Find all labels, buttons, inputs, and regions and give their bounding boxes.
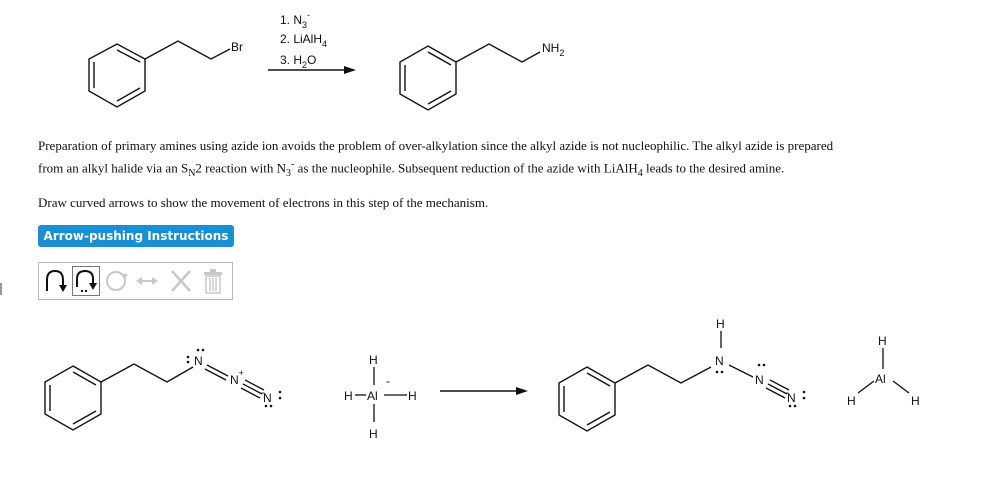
drawing-toolbar bbox=[38, 262, 233, 300]
delete-x-icon[interactable] bbox=[167, 266, 195, 296]
alh4-charge: - bbox=[386, 374, 390, 388]
instruction-text: Draw curved arrows to show the movement of electrons in this step of the mechanism. bbox=[38, 195, 489, 210]
alh4-h-top[interactable]: H bbox=[369, 353, 378, 367]
alh4-al[interactable]: Al bbox=[367, 389, 378, 403]
starting-benzene-ring bbox=[89, 41, 230, 107]
reagent-1: 1. $N_3^-$ bbox=[280, 10, 311, 30]
left-edge-marker bbox=[0, 283, 2, 295]
mechanism-canvas bbox=[0, 305, 993, 501]
intermediate-h[interactable]: H bbox=[716, 317, 725, 331]
electron-pair-arrow-icon[interactable] bbox=[72, 266, 100, 296]
azide-n3[interactable]: N bbox=[263, 391, 272, 405]
alh3-h-top[interactable]: H bbox=[878, 334, 887, 348]
right-intermediate[interactable] bbox=[715, 317, 805, 407]
left-azide[interactable] bbox=[187, 349, 282, 408]
alh4-h-bottom[interactable]: H bbox=[369, 427, 378, 441]
aluminum-hydride[interactable] bbox=[847, 334, 920, 408]
alh3-h-right[interactable]: H bbox=[911, 394, 920, 408]
reaction-arrow bbox=[268, 66, 356, 74]
intermediate-n2[interactable]: N bbox=[755, 373, 764, 387]
intro-paragraph bbox=[38, 136, 968, 183]
mechanism-arrow bbox=[440, 387, 528, 395]
azide-n2[interactable]: N+ bbox=[230, 368, 244, 387]
reagent-3: 3. $H_2O$ bbox=[280, 53, 317, 70]
intermediate-n1[interactable]: N bbox=[715, 354, 724, 368]
alh3-al[interactable]: Al bbox=[875, 372, 886, 386]
azide-n1[interactable]: N bbox=[194, 354, 203, 368]
bromine-label: Br bbox=[231, 40, 243, 54]
product-benzene-ring bbox=[400, 44, 540, 110]
alh3-h-left[interactable]: H bbox=[847, 394, 856, 408]
intro-line-2: from an alkyl halide via an $S_N2$ reaction with $N_3^-$ as the nucleophile. Subsequent reduction of the azide with LiAlH$_4$ leads to the desired amine. bbox=[38, 159, 785, 179]
alh4-h-right[interactable]: H bbox=[408, 389, 417, 403]
intermediate-n3[interactable]: N bbox=[787, 391, 796, 405]
resonance-arrow-icon[interactable] bbox=[133, 266, 161, 296]
left-benzene-ring bbox=[45, 364, 193, 430]
intermediate-charge: - bbox=[785, 385, 789, 399]
lithium-aluminum-hydride[interactable] bbox=[344, 353, 417, 441]
reagent-2: 2. LiAlH$_4$ bbox=[280, 32, 328, 49]
amine-label: $NH_2$ bbox=[542, 41, 565, 58]
alh4-h-left[interactable]: H bbox=[344, 389, 353, 403]
right-benzene-ring bbox=[559, 365, 711, 431]
azide-n3-charge: - bbox=[261, 385, 265, 399]
reaction-scheme bbox=[0, 0, 993, 125]
cycle-icon[interactable] bbox=[102, 266, 130, 296]
arrow-pushing-instructions-button[interactable]: Arrow-pushing Instructions bbox=[38, 225, 234, 247]
intro-line-1: Preparation of primary amines using azide ion avoids the problem of over-alkylation since the alkyl azide is not nucleophilic. The alkyl azide is prepared bbox=[38, 138, 834, 153]
trash-icon[interactable] bbox=[199, 266, 227, 296]
curved-arrow-icon[interactable] bbox=[42, 266, 70, 296]
